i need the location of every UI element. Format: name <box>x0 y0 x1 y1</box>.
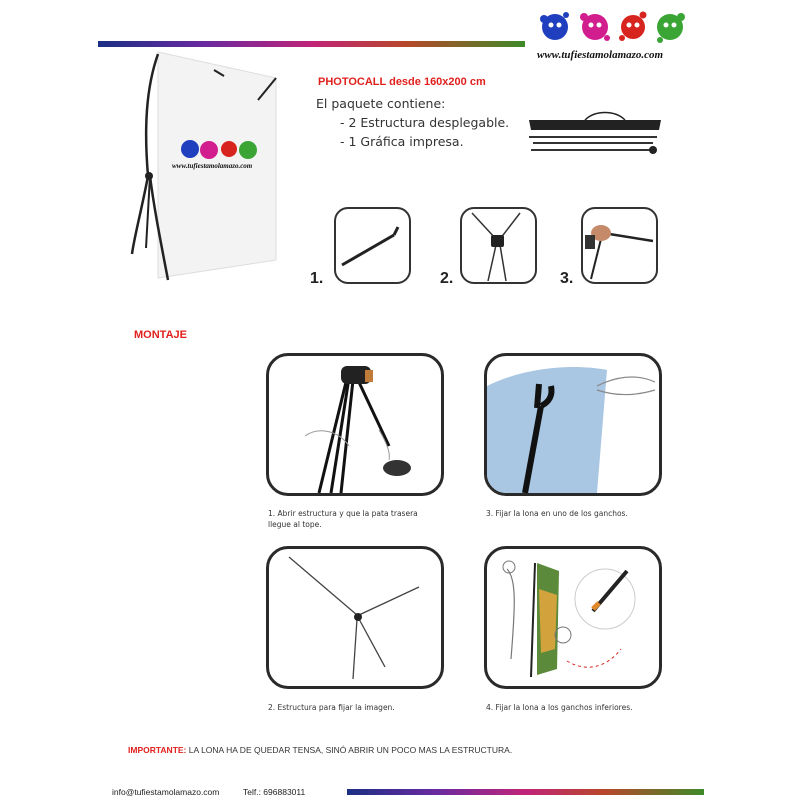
contents-heading: El paquete contiene: <box>316 96 446 111</box>
photocall-banner-illustration <box>128 48 278 288</box>
open-structure-icon <box>269 356 441 493</box>
canvas-hook-icon <box>487 356 659 493</box>
bag-and-poles-icon <box>525 110 665 160</box>
footer-gradient-bar <box>347 789 704 795</box>
small-step-number: 1. <box>310 270 324 287</box>
header-gradient-bar <box>98 41 525 47</box>
small-step-panel-2 <box>460 207 537 284</box>
montaje-heading: MONTAJE <box>134 329 187 341</box>
brand-website: www.tufiestamolamazo.com <box>537 49 664 61</box>
montaje-step-2-caption <box>268 702 468 713</box>
montaje-step-3-panel <box>484 353 662 496</box>
contents-item: - 2 Estructura desplegable. <box>340 115 510 130</box>
caption-line: llegue al tope. <box>268 520 322 529</box>
product-title: PHOTOCALL desde 160x200 cm <box>318 76 486 88</box>
caption-line: 1. Abrir estructura y que la pata trasera <box>268 509 418 518</box>
small-step-number: 3. <box>560 270 574 287</box>
caption-line: 2. Estructura para fijar la imagen. <box>268 703 395 712</box>
paint-splash-logo-icon <box>535 5 690 50</box>
brand-logo <box>535 5 690 65</box>
caption-line: 4. Fijar la lona a los ganchos inferiores. <box>486 703 633 712</box>
package-contents <box>316 94 526 151</box>
carry-bag-image <box>525 110 665 160</box>
montaje-step-4-panel <box>484 546 662 689</box>
montaje-step-3-caption <box>486 508 686 519</box>
hand-assembling-icon <box>583 209 655 281</box>
small-step-number: 2. <box>440 270 454 287</box>
montaje-step-4-caption <box>486 702 686 713</box>
caption-line: 3. Fijar la lona en uno de los ganchos. <box>486 509 628 518</box>
important-note <box>128 745 512 755</box>
important-label: IMPORTANTE: <box>128 745 187 755</box>
banner-website: www.tufiestamolamazo.com <box>172 162 253 170</box>
fix-lower-hooks-icon <box>487 549 659 686</box>
montaje-step-2-panel <box>266 546 444 689</box>
hook-pole-icon <box>336 209 408 281</box>
montaje-step-1-panel <box>266 353 444 496</box>
contents-item: - 1 Gráfica impresa. <box>340 134 464 149</box>
important-text: LA LONA HA DE QUEDAR TENSA, SINÓ ABRIR UN POCO MAS LA ESTRUCTURA. <box>188 745 513 755</box>
cross-joint-icon <box>462 209 534 281</box>
footer-email[interactable]: info@tufiestamolamazo.com <box>112 787 220 797</box>
small-step-panel-3 <box>581 207 658 284</box>
x-structure-icon <box>269 549 441 686</box>
montaje-step-1-caption <box>268 508 468 530</box>
small-step-panel-1 <box>334 207 411 284</box>
footer-phone: Telf.: 696883011 <box>243 787 306 797</box>
